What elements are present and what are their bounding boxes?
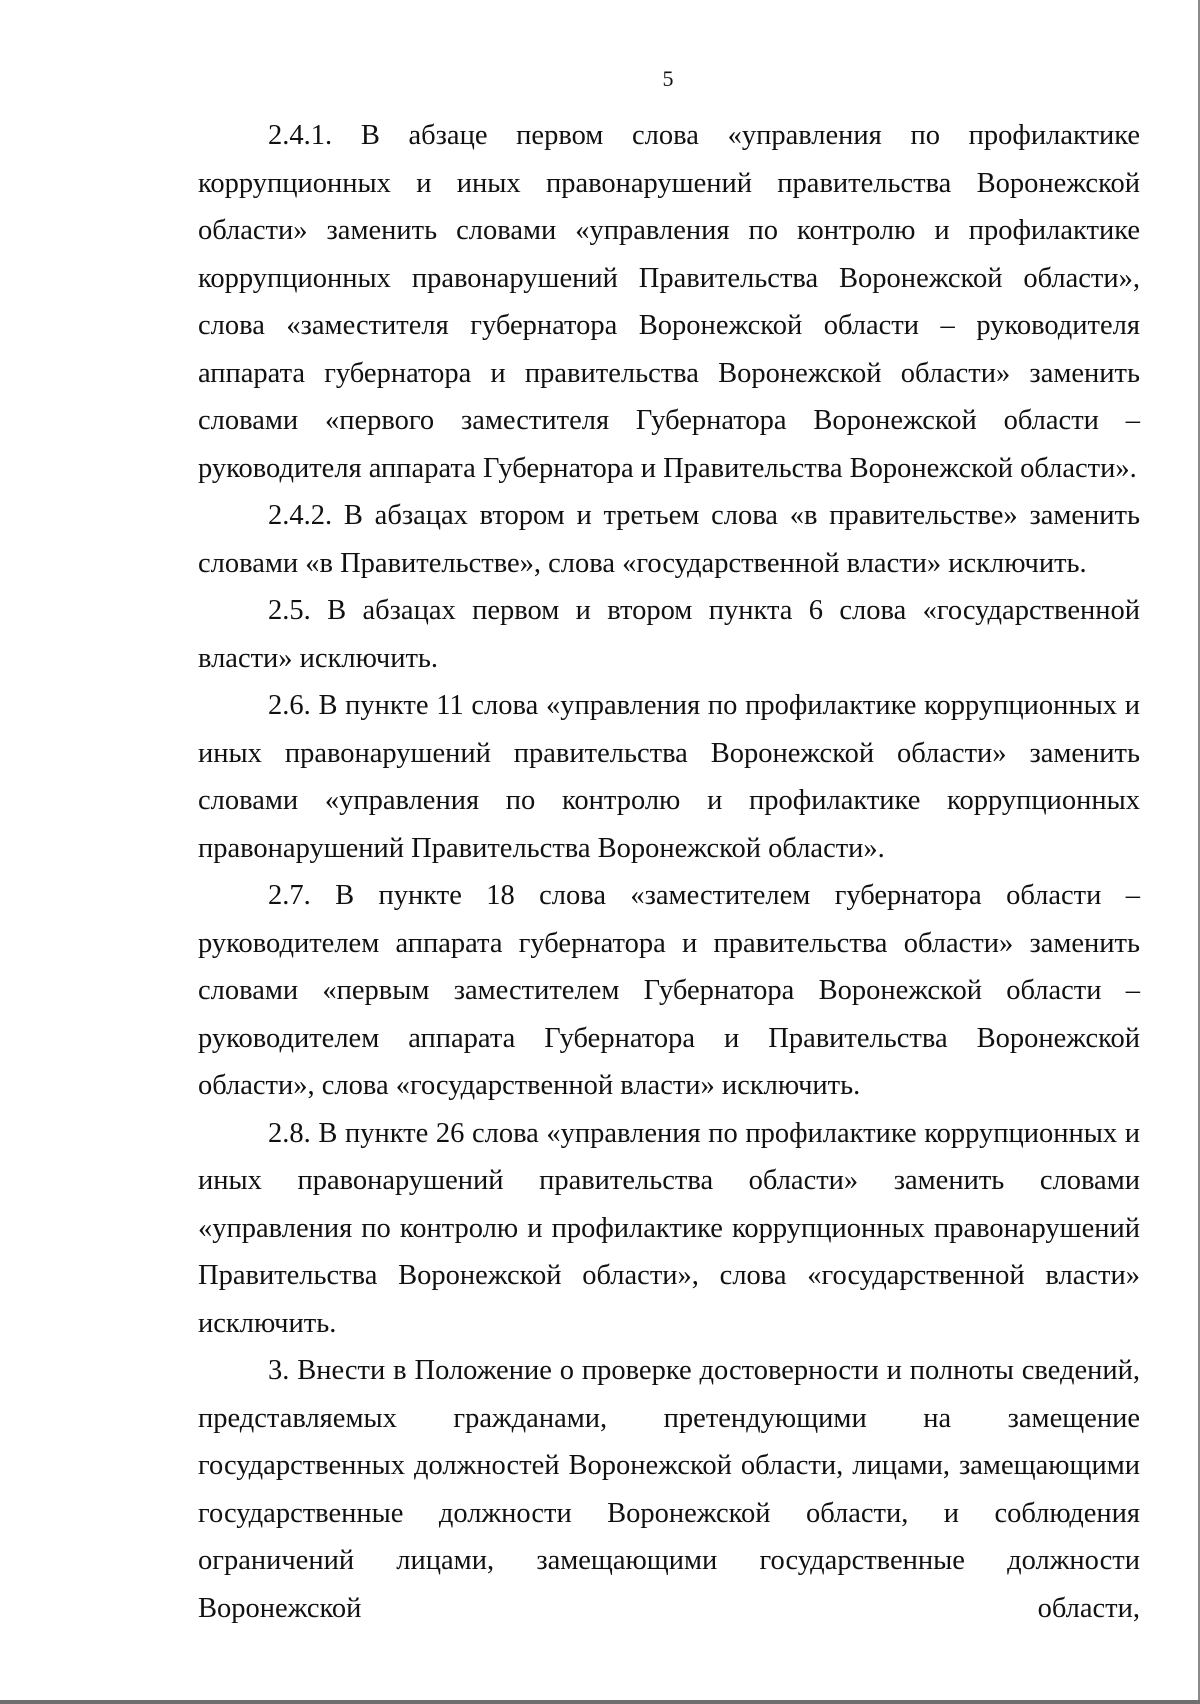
paragraph-3: 3. Внести в Положение о проверке достоверности и полноты сведений, представляемых гражданами, претендующими на замещение государственных должностей Воронежской области, лицами, замещающими государственные должности Воронежской области, и соблюдения ограничений лицами, замещающими государственные должности Воронежской области,: [198, 1355, 1140, 1624]
paragraph-2-4-1: 2.4.1. В абзаце первом слова «управления по профилактике коррупционных и иных правонарушений правительства Воронежской области» заменить словами «управления по контролю и профилактике коррупционных правонарушений Правительства Воронежской области», слова «заместителя губернатора Воронежской области – руководителя аппарата губернатора и правительства Воронежской области» заменить словами «первого заместителя Губернатора Воронежской области – руководителя аппарата Губернатора и Правительства Воронежской области».: [198, 120, 1140, 484]
page-bottom-edge: [0, 1700, 1200, 1704]
document-body: [198, 112, 1140, 1632]
paragraph-2-5: 2.5. В абзацах первом и втором пункта 6 слова «государственной власти» исключить.: [198, 595, 1140, 674]
paragraph-2-4-2: 2.4.2. В абзацах втором и третьем слова «в правительстве» заменить словами «в Правительстве», слова «государственной власти» исключить.: [198, 500, 1140, 579]
paragraph-2-8: 2.8. В пункте 26 слова «управления по профилактике коррупционных и иных правонарушений правительства области» заменить словами «управления по контролю и профилактике коррупционных правонарушений Правительства Воронежской области», слова «государственной власти» исключить.: [198, 1117, 1140, 1339]
paragraph-2-6: 2.6. В пункте 11 слова «управления по профилактике коррупционных и иных правонарушений правительства Воронежской области» заменить словами «управления по контролю и профилактике коррупционных правонарушений Правительства Воронежской области».: [198, 690, 1140, 864]
page-number: 5: [662, 66, 674, 91]
paragraph-2-7: 2.7. В пункте 18 слова «заместителем губернатора области – руководителем аппарата губернатора и правительства области» заменить словами «первым заместителем Губернатора Воронежской области – руководителем аппарата Губернатора и Правительства Воронежской области», слова «государственной власти» исключить.: [198, 880, 1140, 1101]
